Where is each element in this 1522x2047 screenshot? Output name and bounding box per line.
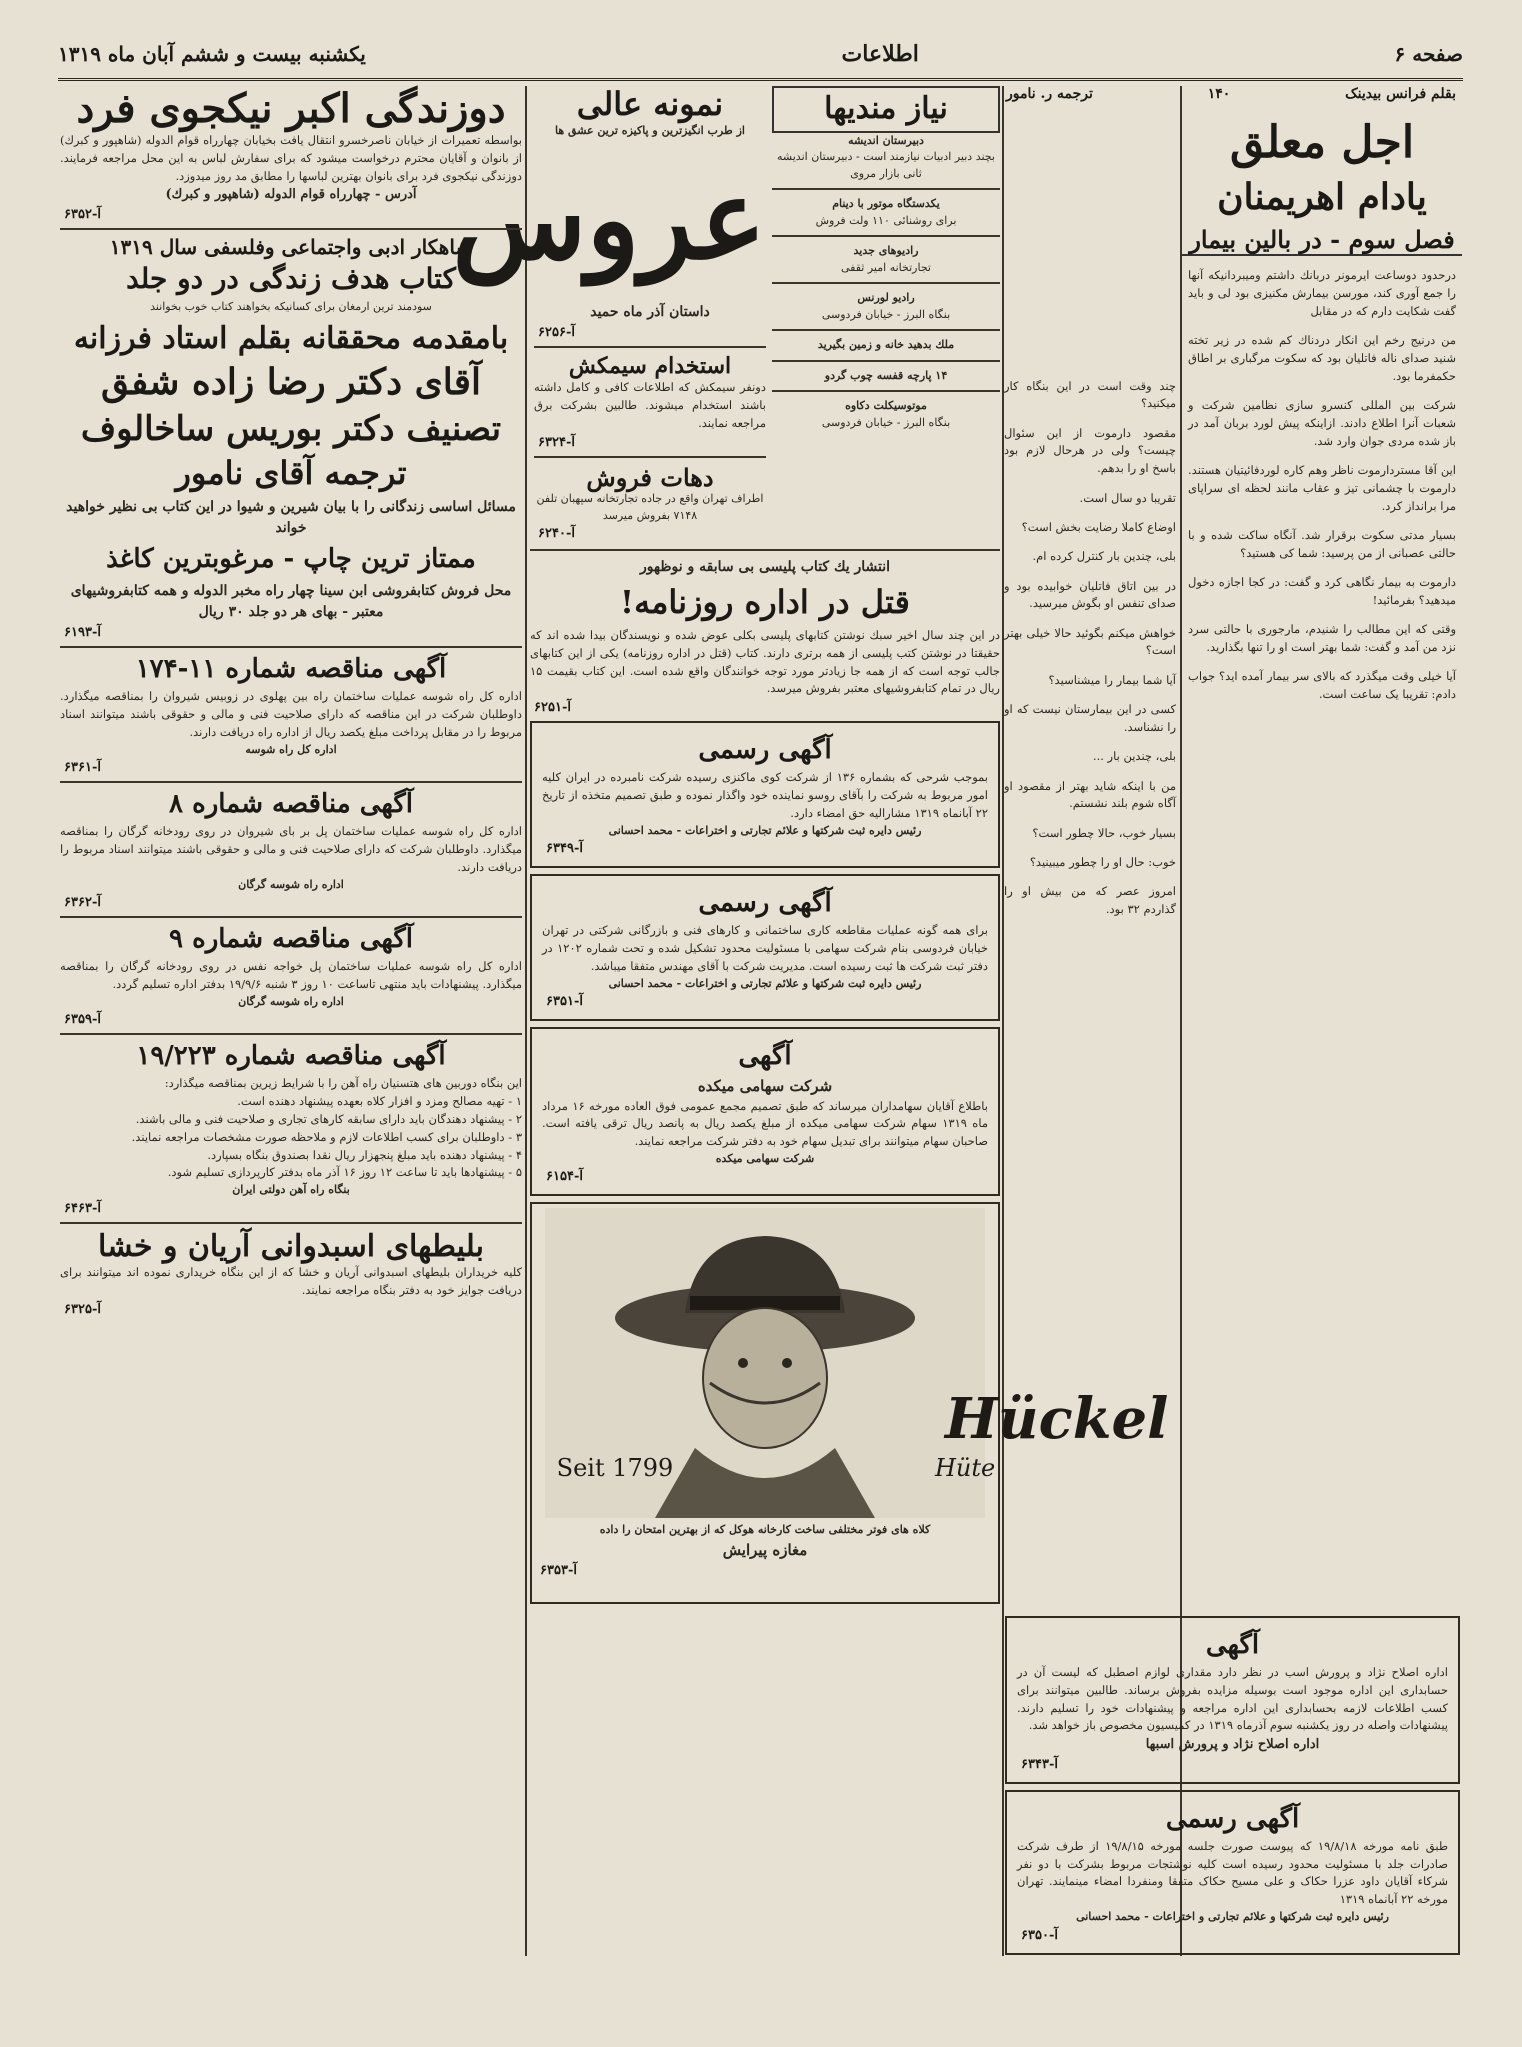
serial-byline bbox=[1000, 86, 1462, 102]
dialogue-line: خواهش میکنم بگوئید حالا خیلی بهتر است؟ bbox=[1004, 625, 1176, 658]
book-author: تصنیف دکتر بوریس ساخالوف bbox=[80, 408, 502, 449]
ad-ref: آ-۶۱۵۴ bbox=[546, 1169, 583, 1185]
tender-item: ۳ - داوطلبان برای کسب اطلاعات لازم و ملاحظه صورت مشخصات مراجعه نمایند. bbox=[131, 1129, 522, 1144]
ad-title: آگهی bbox=[738, 1041, 792, 1072]
ad-ref: آ-۶۲۵۱ bbox=[534, 700, 571, 716]
ad-body: برای همه گونه عملیات مقاطعه کاری ساختمانی و کارهای فنی و بازرگانی شرکتی در تهران خیابان فردوسی بنام شرکت سهامی با مسئولیت محدود تشکیل شده و تحت شماره ۱۲۰۲ در دفتر ثبت شرکت ها ثبت رسیده است. مدیریت شرکت با آقای مهندس متفقا میباشد. bbox=[542, 923, 988, 973]
ad-tailor bbox=[60, 86, 522, 222]
ad-bride-novel bbox=[452, 85, 766, 543]
ad-ref: آ-۶۲۴۰ bbox=[538, 526, 575, 542]
dialogue-line: در بین اتاق فاتلیان خوابیده بود و صدای تنفس او بگوش میرسید. bbox=[1004, 578, 1176, 611]
ad-official-1 bbox=[530, 721, 1000, 868]
tender-title: آگهی مناقصه شماره ۸ bbox=[169, 789, 413, 820]
ad-body: طبق نامه مورخه ۱۹/۸/۱۸ که پیوست صورت جلسه مورخه ۱۹/۸/۱۵ از طرف شرکت صادرات جلد با مسئولیت محدود رسیده است کلیه نوشتجات مربوط بشرکت با دو نفر شرکاء آقایان داود عزرا حکاک و علی مسیح حکاک متفقا ومنفردا امضاء مینمایند. تهران مورخه ۲۲ آبانماه ۱۳۱۹ bbox=[1017, 1838, 1448, 1907]
classified-item-head: رادیوهای جدید bbox=[853, 244, 919, 257]
dialogue-line: کسی در این بیمارستان نیست که او را نشناسد. bbox=[1004, 702, 1176, 734]
ad-huckel-hats bbox=[530, 1202, 1169, 1604]
ad-tailor-body: بواسطه تعمیرات از خیابان ناصرخسرو انتقال یافت بخیابان چهارراه قوام الدوله (شاهپور و کبرك) از بانوان و آقایان محترم درخواست میشود که برای سفارش لباس به این محل مراجعه فرمایند. دوزندگی نیکجوی فرد برای بانوان بهترین لباسها را مطابق مد روز میدوزد. bbox=[60, 133, 522, 183]
hat-caption: کلاه های فوتر مختلفی ساخت کارخانه هوکل که از بهترین امتحان را داده bbox=[599, 1523, 931, 1537]
ad-signature: رئیس دایره ثبت شرکتها و علائم تجارتی و اختراعات - محمد احسانی bbox=[608, 976, 922, 990]
ad-sub: شرکت سهامی میکده bbox=[697, 1077, 833, 1096]
right-ads bbox=[1005, 1610, 1460, 1960]
tender-signature: اداره راه شوسه گرگان bbox=[238, 994, 344, 1008]
left-column bbox=[60, 86, 522, 1956]
tender-signature: اداره کل راه شوسه bbox=[245, 742, 337, 756]
serial-narrative bbox=[1182, 267, 1462, 704]
classified-item: بچند دبیر ادبیات نیازمند است - دبیرستان اندیشه ثانی بازار مروی bbox=[777, 150, 995, 180]
dialogue-line: اوضاع کاملا رضایت بخش است؟ bbox=[1021, 519, 1176, 534]
ad-ref: آ-۶۳۵۱ bbox=[546, 994, 583, 1010]
tender-item: ۵ - پیشنهادها باید تا ساعت ۱۲ روز ۱۶ آذر ماه بدفتر کارپردازی تسلیم شود. bbox=[167, 1165, 522, 1180]
book-doctor: آقای دکتر رضا زاده شفق bbox=[101, 361, 481, 404]
hat-sub: Hüte bbox=[935, 1454, 996, 1483]
ad-ref: آ-۶۱۹۳ bbox=[64, 625, 101, 641]
ad-ref: آ-۶۳۵۳ bbox=[540, 1563, 577, 1579]
ad-body: باطلاع آقایان سهامداران میرساند که طبق تصمیم مجمع عمومی فوق العاده مورخه ۱۶ مرداد ماه ۱۳۱۹ سهام شرکت سهامی میکده از مبلغ یکصد ریال به پانصد ریال ترقی یافته است. صاحبان سهام میتوانند برای تبدیل سهام خود به دفتر شرکت مراجعه نمایند. bbox=[542, 1098, 988, 1149]
tender-item: این بنگاه دوربین های هتسنیان راه آهن را با شرایط زیرین بمناقصه میگذارد: bbox=[164, 1076, 522, 1091]
ad-ref: آ-۶۴۶۳ bbox=[64, 1200, 101, 1216]
serial-chapter: فصل سوم - در بالین بیمار bbox=[1182, 226, 1462, 256]
hat-shop: مغازه پیرایش bbox=[722, 1540, 808, 1559]
ad-ref: آ-۶۳۵۰ bbox=[1021, 1927, 1058, 1943]
tender-signature: اداره راه شوسه گرگان bbox=[238, 877, 344, 891]
classified-item: بنگاه البرز - خیابان فردوسی bbox=[821, 307, 951, 321]
classified-ads bbox=[772, 86, 1000, 543]
tender-body: اداره کل راه شوسه عملیات ساختمان پل خواجه نفس در روی رودخانه گرگان را بمناقصه میگذارد. پیشنهادات باید منتهی تاساعت ۱۰ روز ۳ شنبه ۱۹/۹/۶ بدفتر اداره تسلیم گردد. bbox=[60, 959, 522, 991]
classified-item-head: ملك بدهید خانه و زمین بگیرید bbox=[817, 338, 955, 351]
tender-item: ۲ - پیشنهاد دهندگان باید دارای سابقه کارهای تجاری و صلاحیت فنی و مالی باشند. bbox=[135, 1111, 522, 1126]
ad-bride-title: نمونه عالی bbox=[576, 85, 724, 123]
tender-body: اداره کل راه شوسه عملیات ساختمان راه بین پهلوی در زوبیس شیروان را بمناقصه میگذارد. داوطلبان شرکت در این مناقصه که دارای صلاحیت فنی و مالی و حقوقی باشند میتوانند اسناد مربوط را در مقابل پرداخت مبلغ یکصد ریال از اداره راه دریافت دارند. bbox=[60, 689, 522, 739]
book-title: کتاب هدف زندگی در دو جلد bbox=[126, 261, 456, 295]
classified-title: نیاز مندیها bbox=[772, 86, 1000, 133]
tender-4 bbox=[60, 1041, 522, 1215]
serial-subtitle: یادام اهریمنان bbox=[1217, 175, 1427, 218]
tickets-body: کلیه خریداران بلیطهای اسبدوانی آریان و خشا که از این بنگاه خریداری نموده اند میتوانند برای دریافت جوایز خود به دفتر بنگاه مراجعه نمایند. bbox=[60, 1265, 522, 1297]
ad-ref: آ-۶۳۵۹ bbox=[64, 1012, 101, 1028]
serial-story bbox=[1000, 86, 1462, 1606]
serial-paragraph: آیا خیلی وقت میگذرد که بالای سر بیمار آمده اید؟ جواب دادم: تقریبا یک ساعت است. bbox=[1188, 669, 1456, 702]
book-note: سودمند ترین ارمغان برای کسانیکه بخواهند کتاب خوب بخوانند bbox=[150, 300, 432, 314]
ad-ref: آ-۶۳۲۴ bbox=[538, 434, 575, 450]
ad-tailor-title: دوزندگی اکبر نیکجوی فرد bbox=[76, 85, 506, 132]
ad-ref: آ-۶۳۴۳ bbox=[1021, 1756, 1058, 1772]
tender-title: آگهی مناقصه شماره ۹ bbox=[169, 924, 413, 955]
ad-ref: آ-۶۳۴۹ bbox=[546, 841, 583, 857]
dialogue-line: بلی، چندین بار ... bbox=[1092, 749, 1176, 764]
ad-horse-breeding bbox=[1005, 1616, 1460, 1784]
ad-signature: شرکت سهامی میکده bbox=[715, 1151, 815, 1165]
classified-item: تجارتخانه امیر ثقفی bbox=[841, 260, 931, 274]
ad-official-2 bbox=[530, 874, 1000, 1021]
tender-2 bbox=[60, 789, 522, 910]
paper-name: اطلاعات bbox=[841, 41, 919, 67]
book-quality: ممتاز ترین چاپ - مرغوبترین کاغذ bbox=[106, 544, 476, 575]
dialogue-line: تقریبا دو سال است. bbox=[1079, 490, 1176, 505]
ad-body: بموجب شرحی که بشماره ۱۳۶ از شرکت کوی ماکنزی رسیده شرکت نامبرده در ایران کلیه امور مربوط به شرکت را بآقای روسو نماینده خود واگذار نموده و طبق تصمیم متخذه از تاریخ ۲۲ آبانماه ۱۳۱۹ مشارالیه حق امضاء دارد. bbox=[542, 770, 988, 820]
serial-paragraph: دارموت به بیمار نگاهی کرد و گفت: در کجا اجازه دخول میدهید؟ بفرمائید! bbox=[1188, 574, 1456, 607]
issue-date: یکشنبه بیست و ششم آبان ماه ۱۳۱۹ bbox=[58, 42, 366, 66]
classified-item: برای روشنائی ۱۱۰ ولت فروش bbox=[815, 213, 957, 227]
tender-1 bbox=[60, 654, 522, 775]
ad-ref: آ-۶۳۶۱ bbox=[64, 760, 101, 776]
ad-book-title: قتل در اداره روزنامه! bbox=[620, 583, 910, 622]
ad-body: اداره اصلاح نژاد و پرورش اسب در نظر دارد مقداری لوازم اصطبل که لیست آن در حسابداری این اداره موجود است بوسیله مزایده بفروش برساند. طالبین میتوانند برای کسب اطلاعات لازمه بحسابداری این اداره مراجعه و پیشنهادات خود را تسلیم دارند. پیشنهادات واصله در روز یکشنبه سوم آذرماه ۱۳۱۹ در کمیسیون مخصوص باز خواهد شد. bbox=[1017, 1665, 1448, 1733]
ad-ref: آ-۶۳۶۲ bbox=[64, 895, 101, 911]
book-intro: بامقدمه محققانه بقلم استاد فرزانه bbox=[73, 320, 509, 356]
dialogue-line: من با اینکه شاید بهتر از مقصود او آگاه شوم بلند نشستم. bbox=[1004, 778, 1176, 811]
ad-village-body: اطراف تهران واقع در جاده تجارتخانه سپهبان تلفن ۷۱۴۸ بفروش میرسد bbox=[536, 492, 764, 522]
ad-bride-bottom: داستان آذر ماه حمید bbox=[590, 303, 710, 320]
tender-title: آگهی مناقصه شماره ۱۹/۲۲۳ bbox=[136, 1041, 446, 1072]
serial-paragraph: وقتی که این مطالب را شنیدم، مارجوری با حالتی سرد نزد من آمد و گفت: شما بهتر است او را تنها بگذارید. bbox=[1188, 622, 1456, 654]
tender-item: ۴ - پیشنهاد دهنده باید مبلغ پنجهزار ریال نقدا بصندوق بنگاه بسپارد. bbox=[207, 1147, 522, 1162]
hat-brand: Hückel bbox=[945, 1386, 1169, 1453]
classified-item: بنگاه البرز - خیابان فردوسی bbox=[821, 415, 951, 429]
ad-bride-big: عروس bbox=[452, 155, 766, 285]
ad-cement-title: استخدام سیمکش bbox=[568, 352, 732, 379]
hat-since: Seit 1799 bbox=[556, 1454, 674, 1483]
ad-meykadeh bbox=[530, 1027, 1000, 1196]
book-topics: مسائل اساسی زندگانی را با بیان شیرین و شیوا در این کتاب بی نظیر خواهید خواند bbox=[66, 499, 516, 537]
serial-title: اجل معلق bbox=[1229, 117, 1415, 168]
serial-paragraph: شرکت بین المللی کنسرو سازی نظامین شرکت و شعبات آنرا اطلاع دادند. ازاینکه پیش لورد بربان آمد در باز شده مردی جوان وارد شد. bbox=[1188, 397, 1456, 448]
masthead bbox=[58, 30, 1463, 81]
serial-paragraph: درحدود دوساعت ایرمونر دربانك داشتم ومیبردانیکه آنها را جمع آوری کند، مورسن بیمارش مکنیزی بود لی و باید گفت شکایت دارم که در مقابل bbox=[1188, 268, 1456, 318]
ad-ref: آ-۶۲۵۶ bbox=[538, 324, 575, 340]
classified-item-head: دبیرستان اندیشه bbox=[848, 133, 924, 147]
serial-paragraph: من درنیج رخم این انکار دردناك کم شده در زیر تخته شنید صدای ناله فاتلیان بود که سکوت مرگباری بر اطاق حکمفرما بود. bbox=[1188, 333, 1456, 383]
ad-bride-sub: از طرب انگیزترین و پاکیزه ترین عشق ها bbox=[555, 123, 745, 137]
ad-signature: رئیس دایره ثبت شرکتها و علائم تجارتی و اختراعات - محمد احسانی bbox=[1076, 1910, 1389, 1923]
classified-item-head: موتوسیکلت دکاوه bbox=[845, 399, 927, 412]
serial-dialogue bbox=[1000, 366, 1180, 930]
dialogue-line: مقصود دارموت از این سئوال چیست؟ ولی در هرحال لازم بود باسخ او را بدهم. bbox=[1004, 425, 1176, 476]
classified-item-head: یکدستگاه موتور با دینام bbox=[832, 197, 940, 210]
dialogue-line: آیا شما بیمار را میشناسید؟ bbox=[1048, 672, 1176, 687]
ad-signature: رئیس دایره ثبت شرکتها و علائم تجارتی و اختراعات - محمد احسانی bbox=[608, 823, 922, 837]
ad-ref: آ-۶۳۲۵ bbox=[64, 1301, 101, 1317]
tender-3 bbox=[60, 924, 522, 1027]
tender-title: آگهی مناقصه شماره ۱۱-۱۷۴ bbox=[135, 654, 447, 685]
dialogue-line: خوب: حال او را چطور میبینید؟ bbox=[1029, 854, 1176, 869]
ad-tailor-address: آدرس - چهارراه قوام الدوله (شاهپور و کبرك) bbox=[165, 187, 417, 203]
ad-title: آگهی رسمی bbox=[698, 888, 832, 919]
dialogue-line: بسیار خوب، حالا چطور است؟ bbox=[1032, 825, 1176, 840]
page-number: صفحه ۶ bbox=[1394, 42, 1463, 66]
ad-village-title: دهات فروش bbox=[586, 462, 714, 492]
ad-book-head: انتشار یك کتاب پلیسی بی سابقه و نوظهور bbox=[639, 559, 891, 576]
dialogue-line: بلی، چندین بار کنترل کرده ام. bbox=[1032, 549, 1176, 564]
ad-police-book bbox=[530, 557, 1000, 715]
dialogue-line: امروز عصر که من بیش او را گذاردم ۳۲ بود. bbox=[1004, 884, 1176, 917]
book-translator: ترجمه آقای نامور bbox=[175, 453, 407, 492]
tickets-title: بلیطهای اسبدوانی آریان و خشا bbox=[98, 1228, 484, 1264]
ad-book-goal-of-life bbox=[60, 236, 522, 640]
tender-body: اداره کل راه شوسه عملیات ساختمان پل بر بای شیروان در روی رودخانه گرگان را بمناقصه میگذارد. داوطلبان شرکت که دارای صلاحیت فنی و مالی و حقوقی باشند میتوانند اسناد مربوط را دریافت دارند. bbox=[60, 824, 522, 874]
classified-item-head: رادیو لورنس bbox=[857, 291, 915, 304]
serial-episode: ۱۴۰ bbox=[1207, 86, 1231, 102]
ad-horse-tickets bbox=[60, 1230, 522, 1317]
ad-title: آگهی رسمی bbox=[698, 735, 832, 766]
ad-official-notice bbox=[1005, 1790, 1460, 1955]
ad-signature: اداره اصلاح نژاد و پرورش اسبها bbox=[1145, 1737, 1320, 1753]
serial-translator: ترجمه ر. نامور bbox=[1006, 86, 1093, 102]
ad-title: آگهی bbox=[1205, 1630, 1260, 1660]
serial-author: بقلم فرانس بیدینک bbox=[1345, 86, 1456, 102]
ad-ref: آ-۶۳۵۲ bbox=[64, 206, 101, 222]
ad-book-body: در این چند سال اخیر سبك نوشتن کتابهای پلیسی بکلی عوض شده و نویسندگان بیدا شده اند که حقیقتا در نوشتن کتب پلیسی از همه برتری دارند. کتاب (قتل در اداره روزنامه) یکی از این کتابهای جالب توجه است که از همه جا زیادتر مورد توجه خوانندگان واقع شده است. این کتاب بقیمت ۱۵ ریال در تمام کتابفروشیهای معتبر بفروش میرسد. bbox=[530, 627, 1000, 696]
ad-title: آگهی رسمی bbox=[1165, 1803, 1300, 1834]
book-kicker: شاهکار ادبی واجتماعی وفلسفی سال ۱۳۱۹ bbox=[109, 234, 473, 259]
book-sales: محل فروش کتابفروشی ابن سینا چهار راه مخبر الدوله و همه کتابفروشیهای معتبر - بهای هر دو جلد ۳۰ ریال bbox=[70, 583, 512, 621]
hat-illustration-icon bbox=[536, 1208, 1169, 1518]
classified-item-head: ۱۴ پارچه قفسه چوب گردو bbox=[824, 368, 948, 382]
ad-cement-body: دونفر سیمکش که اطلاعات کافی و کامل داشته باشند استخدام میشوند. طالبین بشرکت برق مراجعه نمایند. bbox=[534, 380, 766, 430]
tender-signature: بنگاه راه آهن دولتی ایران bbox=[232, 1183, 350, 1197]
serial-paragraph: این آقا مستردارموت ناظر وهم کاره لوردفائیتیان هستند. دارموت با چشمانی تیز و عقاب مانند لحظه ای سراپای مرا برانداز کرد. bbox=[1188, 462, 1456, 513]
serial-paragraph: بسیار مدتی سکوت برقرار شد. آنگاه ساکت شده و با حالتی عصبانی از من پرسید: شما کی هستید؟ bbox=[1188, 527, 1456, 560]
dialogue-line: چند وقت است در این بنگاه کار میکنید؟ bbox=[1004, 378, 1176, 411]
tender-item: ۱ - تهیه مصالح ومزد و افزار کلاه بعهده پیشنهاد دهنده است. bbox=[237, 1094, 522, 1109]
column-rule bbox=[525, 86, 527, 1956]
